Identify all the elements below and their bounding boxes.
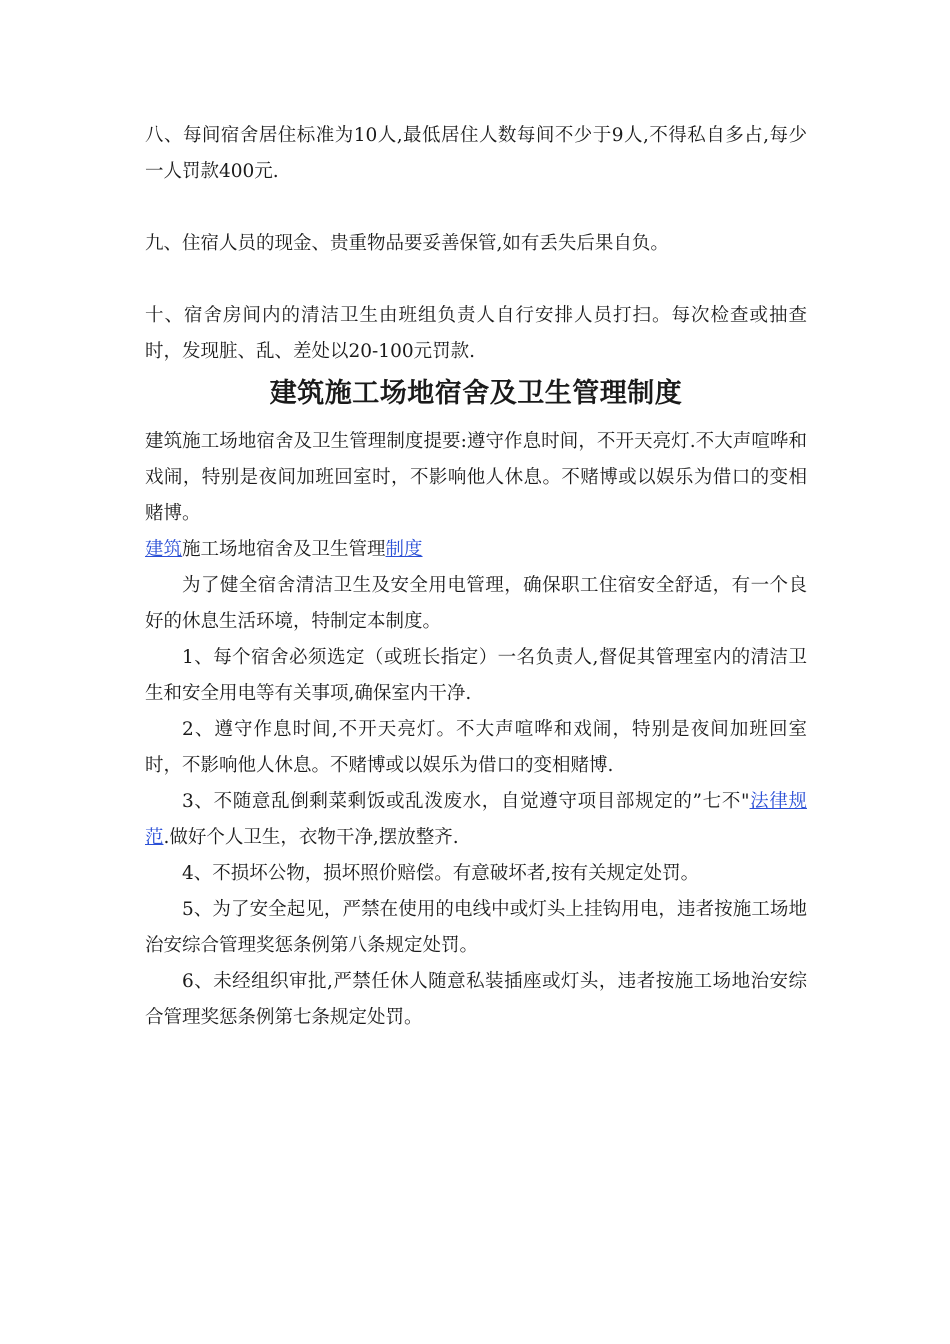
link-falv-guifan[interactable]: 法律规范 xyxy=(145,791,807,848)
document-page xyxy=(145,118,807,1036)
subtitle-line xyxy=(145,532,807,568)
rule-2: 2、遵守作息时间,不开天亮灯。不大声喧哗和戏闹，特别是夜间加班回室时，不影响他人休息。不赌博或以娱乐为借口的变相赌博. xyxy=(145,719,807,776)
rule-1: 1、每个宿舍必须选定（或班长指定）一名负责人,督促其管理室内的清洁卫生和安全用电等有关事项,确保室内干净. xyxy=(145,647,807,704)
rule-item-10: 十、宿舍房间内的清洁卫生由班组负责人自行安排人员打扫。每次检查或抽查时，发现脏、乱、差处以20-100元罚款. xyxy=(145,305,807,362)
summary-paragraph: 建筑施工场地宿舍及卫生管理制度提要:遵守作息时间，不开天亮灯.不大声喧哗和戏闹，特别是夜间加班回室时，不影响他人休息。不赌博或以娱乐为借口的变相赌博。 xyxy=(145,431,807,524)
rule-item-9: 九、住宿人员的现金、贵重物品要妥善保管,如有丢失后果自负。 xyxy=(145,233,669,254)
link-jianzhu[interactable]: 建筑 xyxy=(145,539,183,560)
document-title: 建筑施工场地宿舍及卫生管理制度 xyxy=(269,378,683,409)
rule-4: 4、不损坏公物，损坏照价赔偿。有意破坏者,按有关规定处罚。 xyxy=(182,863,700,884)
rule-3-text-after: .做好个人卫生，衣物干净,摆放整齐. xyxy=(163,827,459,848)
link-zhidu[interactable]: 制度 xyxy=(385,539,423,560)
rule-3 xyxy=(145,784,807,856)
subtitle-middle-text: 施工场地宿舍及卫生管理 xyxy=(182,539,386,560)
spacer xyxy=(145,262,807,298)
rule-3-text-before: 3、不随意乱倒剩菜剩饭或乱泼废水，自觉遵守项目部规定的”七不" xyxy=(182,791,750,812)
intro-paragraph: 为了健全宿舍清洁卫生及安全用电管理，确保职工住宿安全舒适，有一个良好的休息生活环境，特制定本制度。 xyxy=(145,575,807,632)
rule-5: 5、为了安全起见，严禁在使用的电线中或灯头上挂钩用电，违者按施工场地治安综合管理奖惩条例第八条规定处罚。 xyxy=(145,899,807,956)
rule-item-8: 八、每间宿舍居住标准为10人,最低居住人数每间不少于9人,不得私自多占,每少一人罚款400元. xyxy=(145,125,807,182)
spacer xyxy=(145,190,807,226)
rule-6: 6、未经组织审批,严禁任休人随意私装插座或灯头，违者按施工场地治安综合管理奖惩条例第七条规定处罚。 xyxy=(145,971,807,1028)
